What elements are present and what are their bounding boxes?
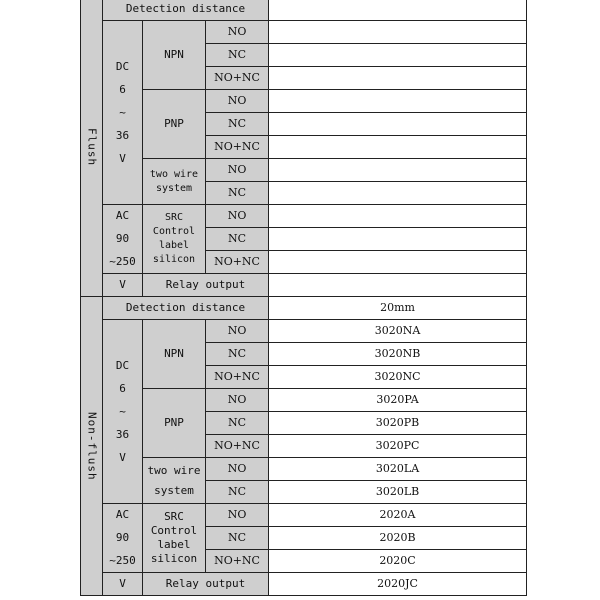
relay-output-label: Relay output [143, 573, 269, 596]
model-cell [269, 182, 527, 205]
model-cell: 3020LB [269, 481, 527, 504]
model-cell [269, 44, 527, 67]
ac-min-text: 90 [115, 232, 130, 245]
ac-voltage-label [103, 504, 143, 573]
mode-nc: NC [206, 343, 269, 366]
ac-unit-label: V [103, 573, 143, 596]
detection-distance-label: Detection distance [103, 297, 269, 320]
ac-max-text: ~250 [109, 554, 136, 567]
control-text: Control [150, 524, 198, 537]
mode-nc: NC [206, 481, 269, 504]
mode-nc: NC [206, 182, 269, 205]
section-label-non-flush: Non-flush [81, 297, 103, 596]
detection-distance-value: 20mm [269, 297, 527, 320]
model-cell [269, 67, 527, 90]
spec-table [80, 0, 527, 596]
src-text: SRC [164, 510, 184, 523]
npn-label: NPN [143, 320, 206, 389]
mode-no: NO [206, 21, 269, 44]
pnp-label: PNP [143, 389, 206, 458]
dc-voltage-label [103, 320, 143, 504]
dc-max-text: 36 [115, 128, 130, 142]
dc-voltage-label [103, 21, 143, 205]
spec-sheet [80, 0, 526, 600]
relay-model-cell: 2020JC [269, 573, 527, 596]
dc-range-text: ~ [119, 404, 126, 418]
two-wire-label [143, 458, 206, 504]
mode-nonc: NO+NC [206, 550, 269, 573]
model-cell: 3020NC [269, 366, 527, 389]
dc-unit-text: V [119, 151, 126, 165]
dc-min-text: 6 [119, 82, 126, 96]
system-text: system [154, 483, 194, 497]
src-label [143, 504, 206, 573]
relay-model-cell [269, 274, 527, 297]
model-cell [269, 205, 527, 228]
table-row [81, 458, 527, 481]
mode-nonc: NO+NC [206, 136, 269, 159]
model-cell [269, 251, 527, 274]
two-wire-label [143, 159, 206, 205]
dc-range-text: ~ [119, 105, 126, 119]
table-row [81, 90, 527, 113]
table-row [81, 21, 527, 44]
model-cell: 2020B [269, 527, 527, 550]
detection-distance-label: Detection distance [103, 0, 269, 21]
label-text: label [158, 240, 190, 251]
mode-no: NO [206, 389, 269, 412]
model-cell: 2020A [269, 504, 527, 527]
ac-text: AC [115, 209, 130, 222]
mode-no: NO [206, 205, 269, 228]
model-cell: 2020C [269, 550, 527, 573]
model-cell [269, 136, 527, 159]
table-row [81, 389, 527, 412]
pnp-label: PNP [143, 90, 206, 159]
ac-unit-label: V [103, 274, 143, 297]
label-text: label [157, 538, 191, 551]
control-text: Control [152, 226, 196, 237]
silicon-text: silicon [150, 552, 198, 565]
table-row [81, 274, 527, 297]
model-cell: 3020PC [269, 435, 527, 458]
silicon-text: silicon [152, 254, 196, 265]
dc-text: DC [115, 358, 130, 372]
ac-max-text: ~250 [109, 255, 136, 268]
mode-no: NO [206, 320, 269, 343]
model-cell: 3020NA [269, 320, 527, 343]
relay-output-label: Relay output [143, 274, 269, 297]
table-row [81, 205, 527, 228]
mode-no: NO [206, 458, 269, 481]
section-label-flush: Flush [81, 0, 103, 297]
mode-no: NO [206, 504, 269, 527]
table-row [81, 0, 527, 21]
table-row [81, 297, 527, 320]
mode-nc: NC [206, 412, 269, 435]
model-cell: 3020PA [269, 389, 527, 412]
table-row [81, 573, 527, 596]
src-text: SRC [164, 212, 184, 223]
ac-text: AC [115, 508, 130, 521]
mode-nonc: NO+NC [206, 67, 269, 90]
ac-min-text: 90 [115, 531, 130, 544]
dc-unit-text: V [119, 450, 126, 464]
dc-max-text: 36 [115, 427, 130, 441]
model-cell: 3020NB [269, 343, 527, 366]
dc-text: DC [115, 59, 130, 73]
mode-nc: NC [206, 44, 269, 67]
mode-nonc: NO+NC [206, 435, 269, 458]
dc-min-text: 6 [119, 381, 126, 395]
system-text: system [155, 182, 193, 194]
mode-nc: NC [206, 228, 269, 251]
two-wire-text: two wire [149, 168, 199, 180]
detection-distance-value [269, 0, 527, 21]
mode-no: NO [206, 90, 269, 113]
model-cell [269, 113, 527, 136]
model-cell [269, 228, 527, 251]
model-cell: 3020LA [269, 458, 527, 481]
table-row [81, 504, 527, 527]
mode-no: NO [206, 159, 269, 182]
model-cell [269, 90, 527, 113]
table-row [81, 159, 527, 182]
mode-nc: NC [206, 527, 269, 550]
model-cell [269, 21, 527, 44]
ac-voltage-label [103, 205, 143, 274]
table-row [81, 320, 527, 343]
model-cell: 3020PB [269, 412, 527, 435]
mode-nc: NC [206, 113, 269, 136]
mode-nonc: NO+NC [206, 366, 269, 389]
src-label [143, 205, 206, 274]
npn-label: NPN [143, 21, 206, 90]
two-wire-text: two wire [147, 463, 201, 477]
mode-nonc: NO+NC [206, 251, 269, 274]
model-cell [269, 159, 527, 182]
